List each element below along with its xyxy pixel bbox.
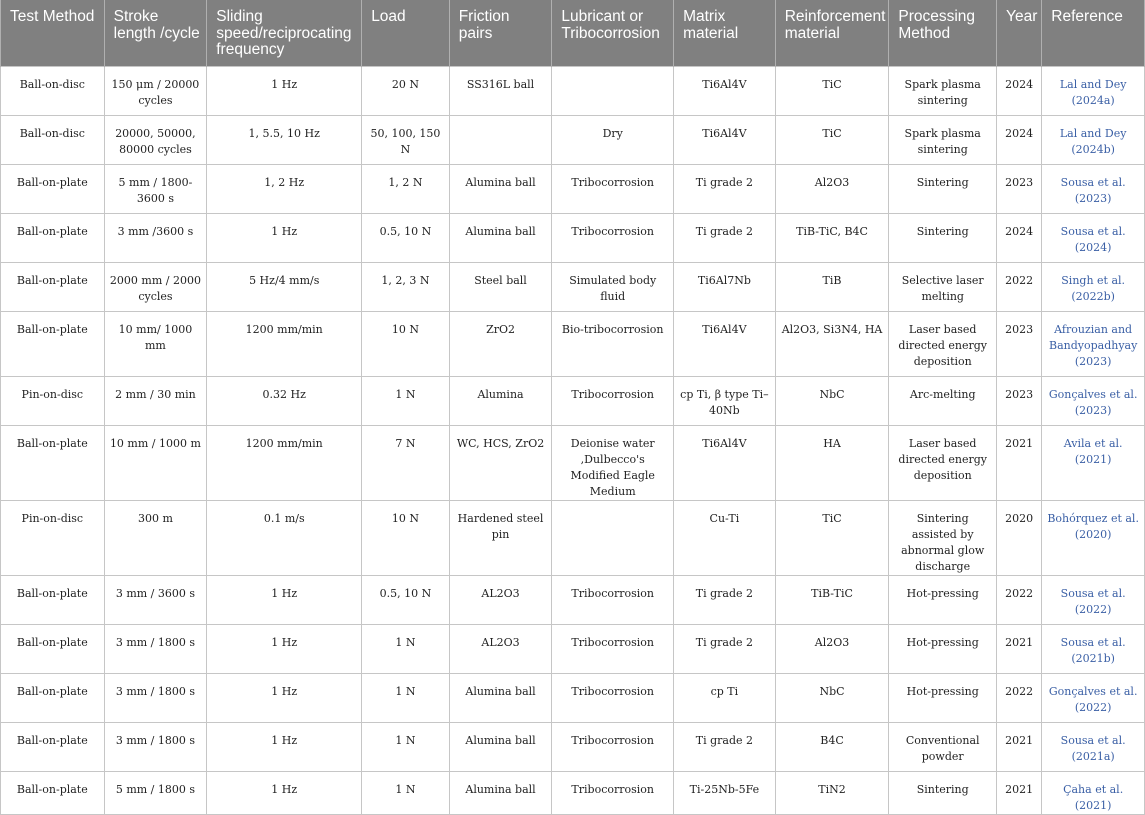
table-row <box>1 501 1145 576</box>
table-cell: 5 Hz/4 mm/s <box>207 263 362 312</box>
table-cell: 5 mm / 1800-3600 s <box>104 165 207 214</box>
table-cell: 1, 2, 3 N <box>362 263 450 312</box>
table-cell: 20000, 50000, 80000 cycles <box>104 116 207 165</box>
table-cell: 10 N <box>362 312 450 377</box>
table-cell: Tribocorrosion <box>552 214 674 263</box>
table-cell: 1 N <box>362 377 450 426</box>
reference-link[interactable]: Lal and Dey (2024b) <box>1042 116 1145 165</box>
table-cell: 7 N <box>362 426 450 501</box>
table-row <box>1 625 1145 674</box>
column-header: Processing Method <box>889 0 997 67</box>
table-cell: 1, 2 Hz <box>207 165 362 214</box>
table-cell: SS316L ball <box>449 67 552 116</box>
table-cell: 3 mm / 1800 s <box>104 723 207 772</box>
table-cell: Al2O3 <box>775 165 889 214</box>
table-cell: Dry <box>552 116 674 165</box>
table-cell: AL2O3 <box>449 576 552 625</box>
table-cell: 2000 mm / 2000 cycles <box>104 263 207 312</box>
table-cell: Ti6Al4V <box>674 67 776 116</box>
table-cell: ZrO2 <box>449 312 552 377</box>
table-cell: Ti6Al4V <box>674 426 776 501</box>
table-cell: Pin-on-disc <box>1 501 105 576</box>
table-cell: 0.5, 10 N <box>362 576 450 625</box>
table-cell: Sintering assisted by abnormal glow discharge <box>889 501 997 576</box>
table-cell: Laser based directed energy deposition <box>889 312 997 377</box>
reference-link[interactable]: Lal and Dey (2024a) <box>1042 67 1145 116</box>
table-row <box>1 214 1145 263</box>
table-cell: Ti6Al4V <box>674 116 776 165</box>
table-cell: 1 Hz <box>207 576 362 625</box>
table-cell: Alumina ball <box>449 723 552 772</box>
reference-link[interactable]: Gonçalves et al. (2023) <box>1042 377 1145 426</box>
reference-link[interactable]: Sousa et al. (2023) <box>1042 165 1145 214</box>
table-cell: 2024 <box>997 116 1042 165</box>
table-cell: Ball-on-plate <box>1 214 105 263</box>
table-cell: 0.32 Hz <box>207 377 362 426</box>
reference-link[interactable]: Sousa et al. (2024) <box>1042 214 1145 263</box>
table-row <box>1 67 1145 116</box>
table-cell: Ball-on-disc <box>1 116 105 165</box>
table-cell: 1 N <box>362 674 450 723</box>
table-cell: Alumina ball <box>449 165 552 214</box>
table-cell: 10 mm/ 1000 mm <box>104 312 207 377</box>
header-row <box>1 0 1145 67</box>
table-cell: 10 N <box>362 501 450 576</box>
table-cell: Ti grade 2 <box>674 576 776 625</box>
table-cell: TiB-TiC <box>775 576 889 625</box>
table-cell: Ball-on-plate <box>1 576 105 625</box>
table-cell: AL2O3 <box>449 625 552 674</box>
table-cell: cp Ti, β type Ti–40Nb <box>674 377 776 426</box>
table-cell: TiB-TiC, B4C <box>775 214 889 263</box>
table-cell: Ti grade 2 <box>674 723 776 772</box>
table-cell: Spark plasma sintering <box>889 116 997 165</box>
table-cell <box>449 116 552 165</box>
table-cell: 2023 <box>997 165 1042 214</box>
reference-link[interactable]: Bohórquez et al. (2020) <box>1042 501 1145 576</box>
table-cell: Spark plasma sintering <box>889 67 997 116</box>
table-row <box>1 576 1145 625</box>
table-cell: TiN2 <box>775 772 889 815</box>
table-cell: 3 mm / 1800 s <box>104 625 207 674</box>
table-cell: 1, 5.5, 10 Hz <box>207 116 362 165</box>
column-header: Test Method <box>1 0 105 67</box>
table-cell: Ball-on-plate <box>1 772 105 815</box>
reference-link[interactable]: Sousa et al. (2022) <box>1042 576 1145 625</box>
table-cell: 3 mm / 3600 s <box>104 576 207 625</box>
table-cell: 2 mm / 30 min <box>104 377 207 426</box>
column-header: Friction pairs <box>449 0 552 67</box>
table-cell: 2020 <box>997 501 1042 576</box>
table-cell: 2024 <box>997 67 1042 116</box>
table-cell: 1200 mm/min <box>207 426 362 501</box>
table-cell: Sintering <box>889 772 997 815</box>
table-cell: Hot-pressing <box>889 576 997 625</box>
table-cell: Alumina <box>449 377 552 426</box>
table-cell: cp Ti <box>674 674 776 723</box>
table-cell: Hot-pressing <box>889 625 997 674</box>
table-cell: Steel ball <box>449 263 552 312</box>
table-cell: 50, 100, 150 N <box>362 116 450 165</box>
table-cell: 2021 <box>997 772 1042 815</box>
table-cell: 1200 mm/min <box>207 312 362 377</box>
table-cell: 2023 <box>997 312 1042 377</box>
reference-link[interactable]: Singh et al. (2022b) <box>1042 263 1145 312</box>
table-cell: 1 Hz <box>207 723 362 772</box>
table-cell: 0.5, 10 N <box>362 214 450 263</box>
table-cell: Tribocorrosion <box>552 625 674 674</box>
table-cell: Ball-on-plate <box>1 263 105 312</box>
table-cell: 1, 2 N <box>362 165 450 214</box>
table-cell: 2024 <box>997 214 1042 263</box>
table-row <box>1 772 1145 815</box>
reference-link[interactable]: Sousa et al. (2021a) <box>1042 723 1145 772</box>
table-cell: Ti6Al4V <box>674 312 776 377</box>
table-cell: Tribocorrosion <box>552 723 674 772</box>
table-cell: NbC <box>775 674 889 723</box>
table-cell: Hardened steel pin <box>449 501 552 576</box>
column-header: Year <box>997 0 1042 67</box>
column-header: Reference <box>1042 0 1145 67</box>
table-cell: Ball-on-plate <box>1 165 105 214</box>
table-cell: B4C <box>775 723 889 772</box>
table-cell: Tribocorrosion <box>552 165 674 214</box>
table-cell: 1 N <box>362 723 450 772</box>
table-cell: Ti grade 2 <box>674 214 776 263</box>
table-cell: HA <box>775 426 889 501</box>
table-cell: Al2O3 <box>775 625 889 674</box>
column-header: Matrix material <box>674 0 776 67</box>
table-cell: Ti grade 2 <box>674 625 776 674</box>
table-row <box>1 116 1145 165</box>
table-cell: Cu-Ti <box>674 501 776 576</box>
table-cell: 2022 <box>997 674 1042 723</box>
table-cell: Hot-pressing <box>889 674 997 723</box>
table-cell: Al2O3, Si3N4, HA <box>775 312 889 377</box>
table-cell: Tribocorrosion <box>552 674 674 723</box>
table-cell: Alumina ball <box>449 214 552 263</box>
reference-link[interactable]: Afrouzian and Bandyopadhyay (2023) <box>1042 312 1145 377</box>
table-cell: Simulated body fluid <box>552 263 674 312</box>
table-cell: NbC <box>775 377 889 426</box>
table-row <box>1 165 1145 214</box>
table-cell: TiC <box>775 501 889 576</box>
table-cell: 1 Hz <box>207 625 362 674</box>
table-cell: 1 N <box>362 625 450 674</box>
table-body <box>1 67 1145 815</box>
table-cell: Ball-on-disc <box>1 67 105 116</box>
table-row <box>1 723 1145 772</box>
table-cell: 3 mm /3600 s <box>104 214 207 263</box>
table-cell: Ball-on-plate <box>1 625 105 674</box>
table-cell: Bio-tribocorrosion <box>552 312 674 377</box>
table-cell: Ball-on-plate <box>1 674 105 723</box>
table-cell: TiB <box>775 263 889 312</box>
table-cell: 1 Hz <box>207 772 362 815</box>
table-cell: TiC <box>775 116 889 165</box>
table-cell: Sintering <box>889 214 997 263</box>
table-cell: Laser based directed energy deposition <box>889 426 997 501</box>
table-row <box>1 312 1145 377</box>
table-cell: Deionise water ,Dulbecco's Modified Eagle Medium <box>552 426 674 501</box>
column-header: Sliding speed/reciprocating frequency <box>207 0 362 67</box>
table-cell: 2021 <box>997 625 1042 674</box>
table-row <box>1 426 1145 501</box>
reference-link[interactable]: Sousa et al. (2021b) <box>1042 625 1145 674</box>
table-cell: 1 Hz <box>207 67 362 116</box>
table-row <box>1 263 1145 312</box>
table-cell: 2022 <box>997 576 1042 625</box>
table-cell: 20 N <box>362 67 450 116</box>
reference-link[interactable]: Çaha et al. (2021) <box>1042 772 1145 815</box>
table-cell: Arc-melting <box>889 377 997 426</box>
table-cell <box>552 501 674 576</box>
table-cell: 2021 <box>997 723 1042 772</box>
reference-link[interactable]: Avila et al. (2021) <box>1042 426 1145 501</box>
table-cell: Pin-on-disc <box>1 377 105 426</box>
column-header: Load <box>362 0 450 67</box>
table-cell: Conventional powder <box>889 723 997 772</box>
table-cell: 2021 <box>997 426 1042 501</box>
table-cell: Ball-on-plate <box>1 426 105 501</box>
table-cell: TiC <box>775 67 889 116</box>
column-header: Reinforcement material <box>775 0 889 67</box>
table-cell: 3 mm / 1800 s <box>104 674 207 723</box>
table-cell: Alumina ball <box>449 772 552 815</box>
table-cell: Ball-on-plate <box>1 312 105 377</box>
table-cell: 2022 <box>997 263 1042 312</box>
table-cell: 1 Hz <box>207 214 362 263</box>
table-row <box>1 377 1145 426</box>
table-cell: 300 m <box>104 501 207 576</box>
table-cell: 0.1 m/s <box>207 501 362 576</box>
table-cell: Tribocorrosion <box>552 377 674 426</box>
table-cell: 2023 <box>997 377 1042 426</box>
table-cell: Ti6Al7Nb <box>674 263 776 312</box>
table-cell: Ti-25Nb-5Fe <box>674 772 776 815</box>
table-cell: Alumina ball <box>449 674 552 723</box>
table-cell: Tribocorrosion <box>552 772 674 815</box>
column-header: Stroke length /cycle <box>104 0 207 67</box>
table-row <box>1 674 1145 723</box>
table-cell: 1 Hz <box>207 674 362 723</box>
table-cell: Ball-on-plate <box>1 723 105 772</box>
table-cell: Selective laser melting <box>889 263 997 312</box>
table-cell: WC, HCS, ZrO2 <box>449 426 552 501</box>
table-cell: 150 μm / 20000 cycles <box>104 67 207 116</box>
column-header: Lubricant or Tribocorrosion <box>552 0 674 67</box>
reference-link[interactable]: Gonçalves et al. (2022) <box>1042 674 1145 723</box>
table-cell: 5 mm / 1800 s <box>104 772 207 815</box>
table-cell: 1 N <box>362 772 450 815</box>
table-cell: Sintering <box>889 165 997 214</box>
table-cell: Ti grade 2 <box>674 165 776 214</box>
table-cell: Tribocorrosion <box>552 576 674 625</box>
table-cell: 10 mm / 1000 m <box>104 426 207 501</box>
table-cell <box>552 67 674 116</box>
